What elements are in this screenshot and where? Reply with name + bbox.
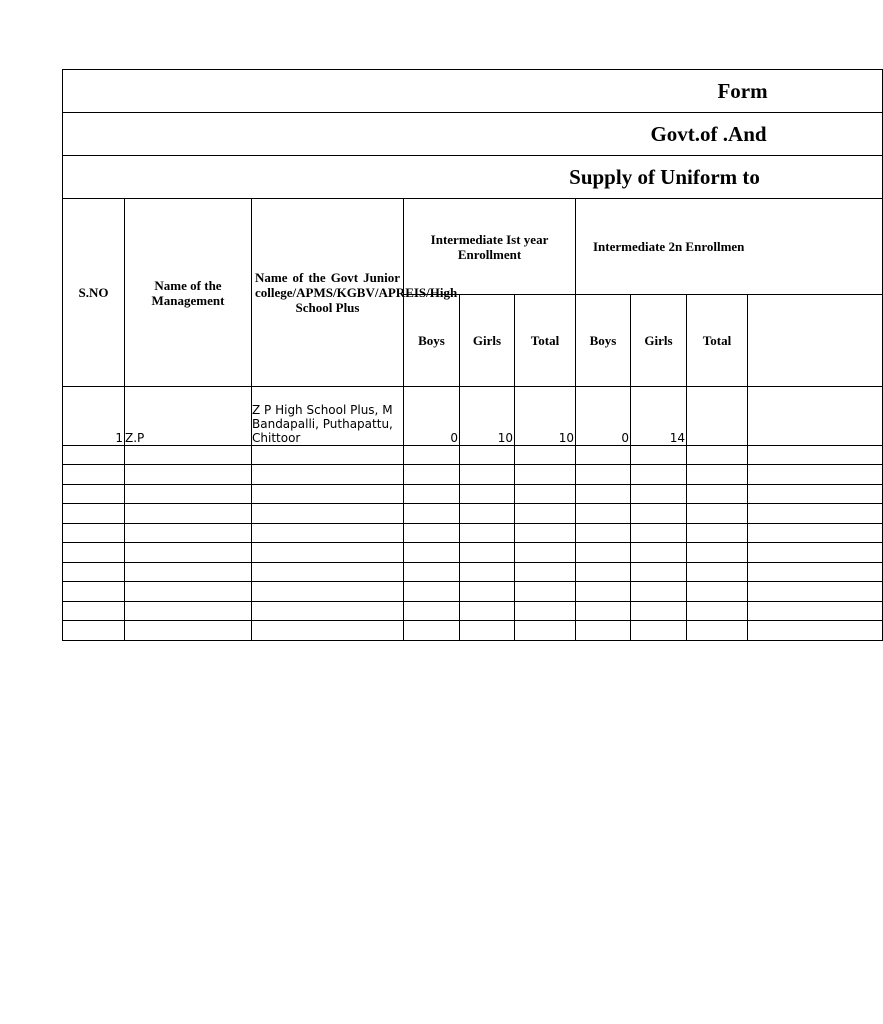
y2-total-header: Total — [687, 295, 748, 387]
table-row — [63, 387, 883, 446]
y2-boys-cell: 0 — [576, 387, 631, 446]
sno-cell: 1 — [63, 387, 125, 446]
title-row-govt — [63, 113, 883, 156]
y1-total-cell: 10 — [515, 387, 576, 446]
empty-row — [63, 446, 883, 465]
y2-girls-cell: 14 — [631, 387, 687, 446]
empty-cell — [687, 387, 748, 446]
uniform-supply-table — [62, 69, 883, 641]
y2-girls-header: Girls — [631, 295, 687, 387]
supply-title: Supply of Uniform to — [569, 164, 760, 189]
college-cell: Z P High School Plus, M Bandapalli, Puthapattu, Chittoor — [252, 387, 404, 446]
empty-cell — [748, 387, 883, 446]
y2-boys-header: Boys — [576, 295, 631, 387]
inter2-enrollment-header: Intermediate 2n Enrollmen — [576, 199, 883, 295]
empty-row — [63, 602, 883, 621]
empty-row — [63, 485, 883, 504]
govt-title: Govt.of .And — [650, 121, 767, 146]
empty-row — [63, 543, 883, 563]
empty-row — [63, 563, 883, 582]
sno-header: S.NO — [63, 199, 125, 387]
y1-total-header: Total — [515, 295, 576, 387]
title-row-form — [63, 70, 883, 113]
management-header: Name of the Management — [125, 199, 252, 387]
y1-girls-cell: 10 — [460, 387, 515, 446]
spreadsheet-viewport — [62, 69, 768, 640]
empty-row — [63, 524, 883, 543]
form-title: Form — [717, 78, 768, 103]
title-row-supply — [63, 156, 883, 199]
extra-header — [748, 295, 883, 387]
empty-row — [63, 582, 883, 602]
college-header: Name of the Govt Junior college/APMS/KGBV/APREIS/High School Plus — [252, 199, 404, 387]
y1-girls-header: Girls — [460, 295, 515, 387]
y1-boys-cell: 0 — [404, 387, 460, 446]
empty-row — [63, 465, 883, 485]
empty-row — [63, 504, 883, 524]
inter1-enrollment-header: Intermediate Ist year Enrollment — [404, 199, 576, 295]
empty-row — [63, 621, 883, 641]
management-cell: Z.P — [125, 387, 252, 446]
y1-boys-header: Boys — [404, 295, 460, 387]
